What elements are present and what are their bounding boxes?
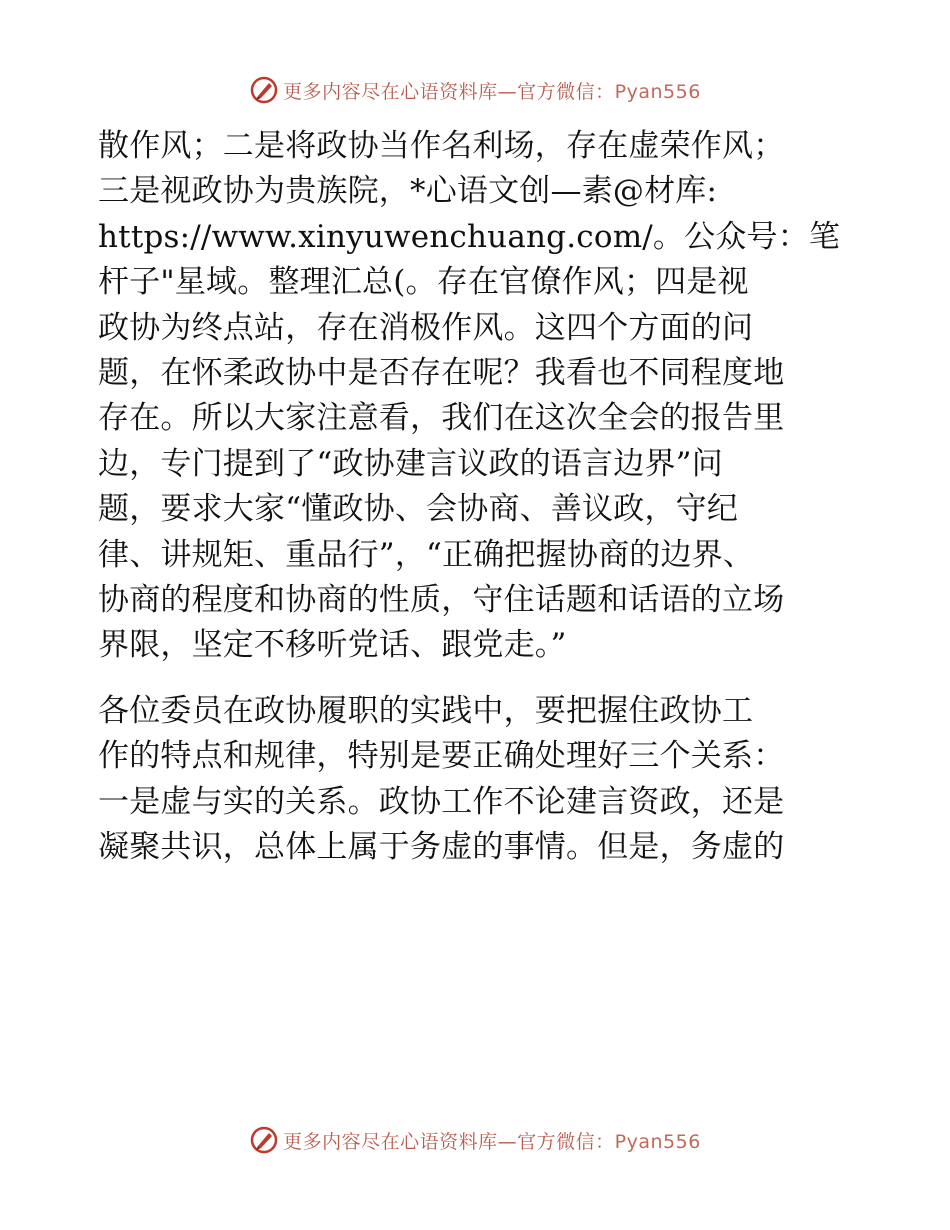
text-line: 界限，坚定不移听党话、跟党走。” — [98, 627, 567, 664]
text-line: 题，要求大家“懂政协、会协商、善议政，守纪 — [98, 491, 739, 528]
header-label: 更多内容尽在心语资料库—官方微信： — [283, 80, 615, 103]
footer-text — [283, 1127, 701, 1154]
text-line: 三是视政协为贵族院，*心语文创—素@材库: — [98, 173, 718, 210]
footer-wechat-id: Pyan556 — [614, 1130, 701, 1153]
header-text — [283, 77, 701, 104]
text-line: 凝聚共识，总体上属于务虚的事情。但是，务虚的 — [98, 829, 785, 866]
text-line: 题，在怀柔政协中是否存在呢？我看也不同程度地 — [98, 355, 785, 392]
text-line: 边，专门提到了“政协建言议政的语言边界”问 — [98, 445, 723, 482]
text-line: 作的特点和规律，特别是要正确处理好三个关系： — [98, 738, 785, 775]
pen-logo-icon — [249, 1125, 279, 1155]
paragraph-2 — [98, 689, 868, 871]
footer-label: 更多内容尽在心语资料库—官方微信： — [283, 1130, 615, 1153]
paragraph-1 — [98, 124, 868, 669]
text-line: 存在。所以大家注意看，我们在这次全会的报告里 — [98, 400, 785, 437]
text-line: https://www.xinyuwenchuang.com/。公众号：笔 — [98, 218, 841, 255]
text-line: 政协为终点站，存在消极作风。这四个方面的问 — [98, 309, 754, 346]
header-wechat-id: Pyan556 — [614, 80, 701, 103]
text-line: 律、讲规矩、重品行”，“正确把握协商的边界、 — [98, 536, 755, 573]
text-line: 杆子"星域。整理汇总(。存在官僚作风；四是视 — [98, 264, 749, 301]
text-line: 散作风；二是将政协当作名利场，存在虚荣作风； — [98, 128, 785, 164]
document-body — [98, 124, 868, 871]
text-line: 各位委员在政协履职的实践中，要把握住政协工 — [98, 692, 754, 729]
header-banner — [0, 70, 950, 110]
footer-banner — [0, 1120, 950, 1160]
pen-logo-icon — [249, 75, 279, 105]
text-line: 协商的程度和协商的性质，守住话题和话语的立场 — [98, 582, 785, 619]
text-line: 一是虚与实的关系。政协工作不论建言资政，还是 — [98, 783, 785, 820]
